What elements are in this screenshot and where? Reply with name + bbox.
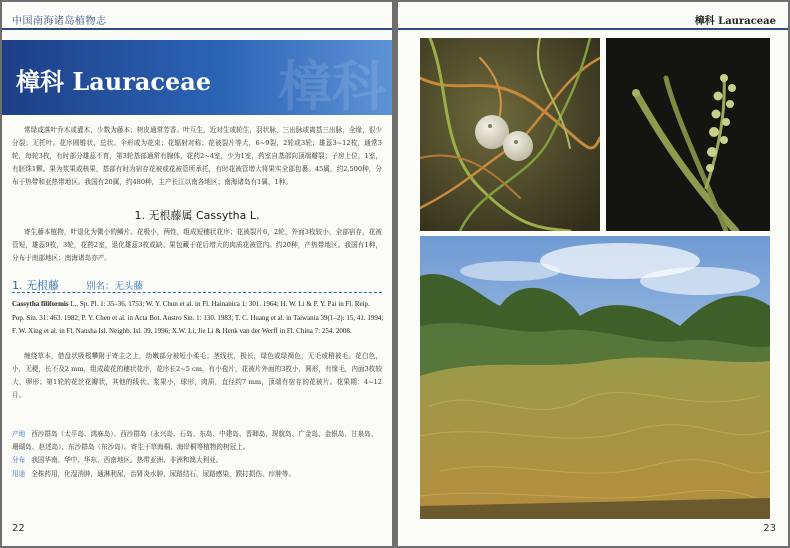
uses-text: 全株药用，化湿消肿，通淋利尿，治肾炎水肿，尿路结石，尿路感染，跌打损伤，疖肿等。 <box>31 470 295 478</box>
page-number-right: 23 <box>763 523 776 534</box>
species-heading: 1. 无根藤 <box>12 279 59 292</box>
citation-species-name: Cassytha filiformis <box>12 300 69 308</box>
range-text: 我国华南、华中、华东、西南地区。热带亚洲、非洲和澳大利亚。 <box>31 456 223 464</box>
distribution-locality <box>12 428 382 454</box>
family-banner <box>2 40 392 115</box>
uses-label: 用途 <box>12 470 26 478</box>
species-description: 缠绕草本，借盘状吸根攀附于寄主之上，幼嫩部分被短小柔毛；茎线状，极长，绿色或绿褐色，无毛或稍被毛。花白色，小，无梗，长不及2 mm，组成疏花的穗状花序，花序长2~5 cm，有小苞片，花被片外面的3枚小，圆形，有缘毛，内面3枚较大，卵形；第1轮的花丝花瓣状，其他的线状。浆果小，球形，肉质，直径约7 mm，顶端有宿存的花被片。花果期：4~12月。 <box>12 352 382 399</box>
range-label: 分布 <box>12 456 26 464</box>
locality-text: 西沙群岛（太平岛、鸿庥岛）、西沙群岛（永兴岛、石岛、东岛、中建岛、晋卿岛、琛航岛、广金岛、金银岛、甘泉岛、珊瑚岛、赵述岛）、东沙群岛（东沙岛）。寄生于草海桐、海岸桐等植物的树冠上。 <box>12 430 378 451</box>
species-alias: 别名：无头藤 <box>86 281 144 292</box>
distribution-range <box>12 454 382 467</box>
genus-description: 寄生藤本植物，叶退化为微小的鳞片。花极小，两性，组成短穗状花序；花被裂片6，2轮，外面3枚较小，全部宿存，花被管短，雄蕊9枚，3轮，花药2室，退化雄蕊3枚或缺。果包藏于花后增大的肉质花被管内。约20种，产热带地区。我国有1种，分布于南部地区；南海诸岛亦产。 <box>12 228 382 262</box>
family-description: 常绿或落叶乔木或灌木，少数为藤本；树皮通常芳香。叶互生，近对生或轮生，羽状脉，三出脉或离基三出脉，全缘，很少分裂；无托叶。花序圆锥状、总状、伞形或为花束；花辐射对称；花被裂片等大，6~9裂，2轮或3轮；雄蕊3~12枚，通常3轮，每轮3枚，有时部分雄蕊不育，第3轮基部通常有腺体，花药2~4室，少为1室，药室自基部向顶端瓣裂；子房上位，1室，有胚珠1颗。果为浆果或核果，基部有时为宿存花被或花被管所承托，有时花被管增大将果实全部包裹。45属，约2,500种，分布于热带和亚热带地区。我国有20属，约480种，主产长江以南各地区；南海诸岛有1属，1种。 <box>12 126 382 186</box>
header-rule-right <box>398 28 788 30</box>
species-citation <box>12 298 384 339</box>
locality-label: 产地 <box>12 430 26 438</box>
fruit-closeup-photo <box>420 38 600 231</box>
banner-watermark: 樟科 <box>278 55 386 115</box>
species-divider <box>12 292 382 293</box>
citation-references: L., Sp. Pl. 1: 35–36. 1753; W. Y. Chun et al. in Fl. Hainanica 1: 301. 1964; H. W. Li & P. Y. Pai in Fl. Reip. Pop. Sin. 31: 463. 1982; P. Y. Chen et al. in Acta Bot. Austro Sin. 1: 130. 1983; T. C. Huang et al. in Taiwania 39(1–2): 15, 41. 1994; F. W. Xing et al. in Fl. Nansha Isl. Neighb. Isl. 39. 1996; X.W. Li, Jie Li & Henk van der Werff in Fl. China 7: 254. 2008. <box>12 300 384 335</box>
flower-spike-photo <box>606 38 770 231</box>
page-number-left: 22 <box>12 523 25 534</box>
family-running-header: 樟科 Lauraceae <box>694 16 776 27</box>
distribution-uses <box>12 468 382 481</box>
habitat-photo <box>420 236 770 519</box>
book-title-header: 中国南海诸岛植物志 <box>12 16 107 27</box>
right-page <box>398 2 788 546</box>
genus-heading: 1. 无根藤属 Cassytha L. <box>134 209 260 222</box>
left-page <box>2 2 392 546</box>
family-title: 樟科 Lauraceae <box>16 67 212 96</box>
header-rule <box>2 28 392 30</box>
